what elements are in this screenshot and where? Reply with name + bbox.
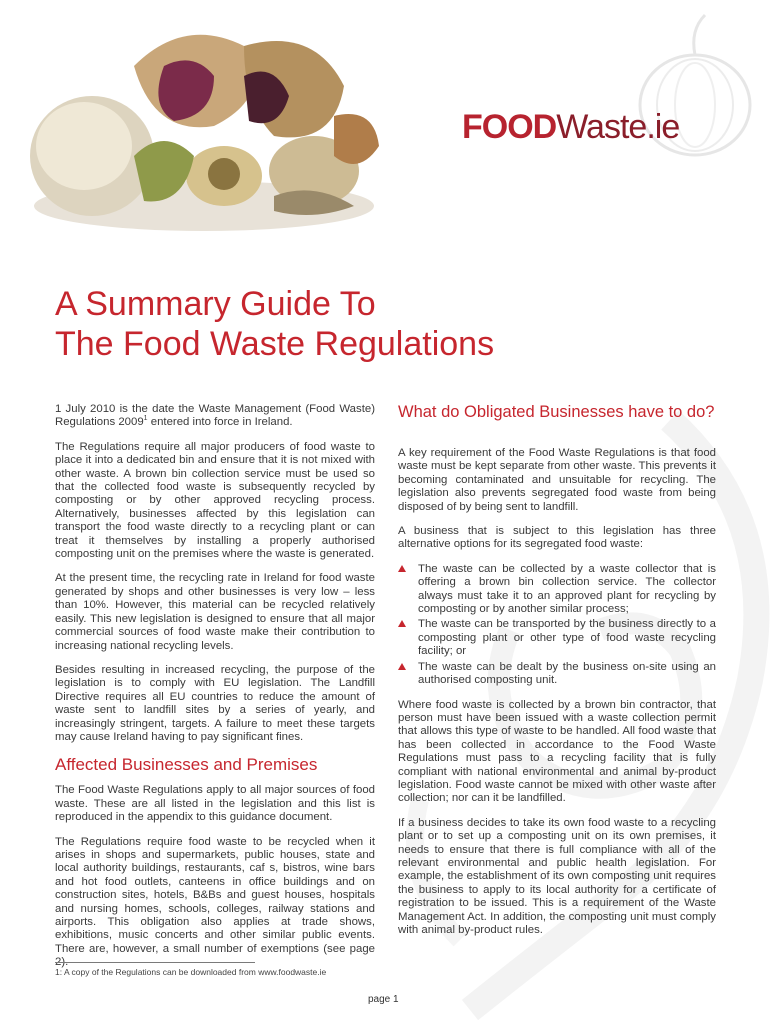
triangle-bullet-icon	[398, 663, 406, 670]
title-line-1: A Summary Guide To	[55, 285, 376, 323]
obligated-businesses-heading: What do Obligated Businesses have to do?	[398, 403, 715, 421]
triangle-bullet-icon	[398, 620, 406, 627]
options-intro-paragraph: A business that is subject to this legislation has three alternative options for its segregated food waste:	[398, 525, 716, 551]
intro-paragraph	[55, 403, 375, 430]
regulations-paragraph: The Regulations require all major producers of food waste to place it into a dedicated bin and ensure that it is not mixed with other waste. A brown bin collection service must be used so that the collected food waste is subsequently recycled by composting or by other approved recycling process. Alternatively, businesses affected by this legislation can transport the food waste directly to a recycling plant or can treat it themselves by installing a properly authorised composting unit on the premises where the waste is generated.	[55, 440, 375, 561]
list-item-text: The waste can be dealt by the business on-site using an authorised composting unit.	[418, 660, 716, 687]
list-item	[398, 563, 716, 617]
right-column	[398, 447, 716, 948]
list-item	[398, 618, 716, 658]
left-column	[55, 403, 375, 981]
footnote: 1: A copy of the Regulations can be downloaded from www.foodwaste.ie	[55, 967, 327, 977]
list-item-text: The waste can be collected by a waste collector that is offering a brown bin collection service. The collector always must take it to an approved plant for recycling by composting or by another similar process;	[418, 562, 716, 616]
footnote-ref: 1	[143, 415, 148, 423]
list-item-text: The waste can be transported by the business directly to a composting plant or other type of food waste recycling facility; or	[418, 618, 716, 658]
list-item	[398, 661, 716, 688]
title-line-2: The Food Waste Regulations	[55, 325, 495, 363]
sources-paragraph: The Food Waste Regulations apply to all major sources of food waste. These are all listed in the legislation and this list is reproduced in the appendix to this guidance document.	[55, 784, 375, 824]
triangle-bullet-icon	[398, 565, 406, 572]
eu-compliance-paragraph: Besides resulting in increased recycling, the purpose of the legislation is to comply with EU legislation. The Landfill Directive requires all EU countries to reduce the amount of waste sent to landfill sites by a series of yearly, and increasingly stringent, targets. A failure to meet these targets may cause Ireland having to pay significant fines.	[55, 663, 375, 743]
contractor-paragraph: Where food waste is collected by a brown bin contractor, that person must have been issued with a waste collection permit that allows this type of waste to be handled. All food waste that has been collected in accordance to the Food Waste Regulations must pass to a recycling facility that is fully compliant with national environmental and animal by-product legislation. Food waste cannot be mixed with other waste after collection; nor can it be landfilled.	[398, 698, 716, 805]
page-title	[55, 284, 494, 364]
recycling-rate-paragraph: At the present time, the recycling rate in Ireland for food waste generated by shops and other businesses is very low – less than 10%. However, this material can be recycled relatively easily. This new legislation is designed to ensure that all major commercial sources of food waste make their contribution to increasing national recycling levels.	[55, 572, 375, 652]
logo-waste: Waste.ie	[556, 108, 680, 146]
intro-text-a: 1 July 2010 is the date the Waste Management (Food Waste) Regulations 2009	[55, 403, 375, 429]
footnote-divider	[55, 962, 255, 963]
key-requirement-paragraph: A key requirement of the Food Waste Regulations is that food waste must be kept separate from other waste. This prevents it becoming contaminated and unsuitable for recycling. The legislation also prevents segregated food waste from being disposed of by being sent to landfill.	[398, 447, 716, 513]
logo-food: FOOD	[462, 108, 557, 146]
options-list	[398, 563, 716, 688]
affected-businesses-heading: Affected Businesses and Premises	[55, 755, 318, 775]
food-scraps-illustration	[14, 6, 394, 236]
foodwaste-logo	[462, 108, 679, 147]
premises-paragraph: The Regulations require food waste to be recycled when it arises in shops and supermarkets, public houses, state and local authority buildings, restaurants, caf s, bistros, wine bars and hot food outlets, canteens in office buildings and on construction sites, hotels, B&Bs and guest houses, hospitals and nursing homes, schools, colleges, railway stations and airports. This obligation also applies at trade shows, exhibitions, music concerts and other similar public events. There are, however, a small number of exemptions (see page 2).	[55, 835, 375, 969]
intro-text-b: entered into force in Ireland.	[147, 416, 293, 429]
own-recycling-paragraph: If a business decides to take its own food waste to a recycling plant or to set up a composting unit on its own premises, it needs to ensure that there is full compliance with all of the relevant environmental and public health legislation. For example, the establishment of its own composting unit requires the business to apply to its local authority for a certificate of registration to be issued. This is a requirement of the Waste Management Act. In addition, the composting unit must comply with animal by-product rules.	[398, 816, 716, 936]
page-number: page 1	[368, 994, 399, 1005]
